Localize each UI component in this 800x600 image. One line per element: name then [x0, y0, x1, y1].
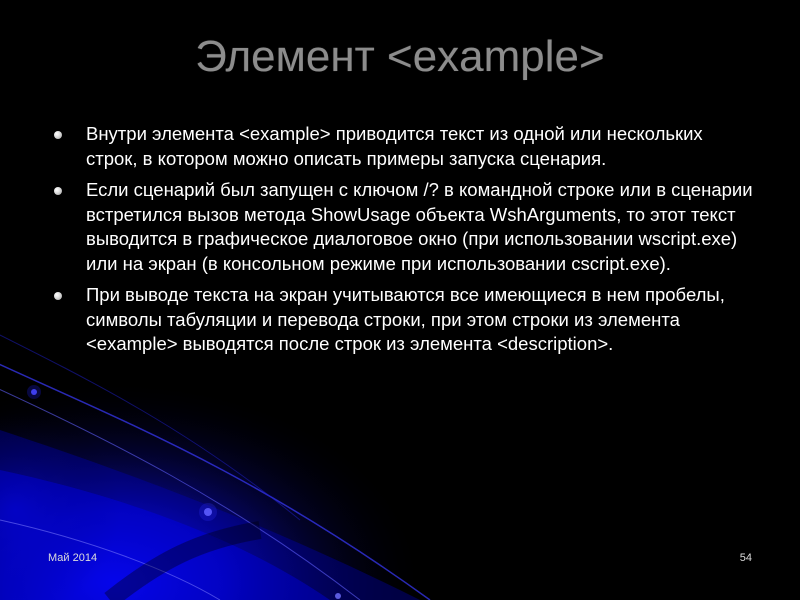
- bullet-text: Если сценарий был запущен с ключом /? в командной строке или в сценарии встретился вызов метода ShowUsage объекта WshArguments, то этот текст выводится в графическое диалоговое окно (при использовании wscript.exe) или на экран (в консольном режиме при использовании cscript.exe).: [86, 179, 753, 274]
- bullet-list: [54, 122, 754, 364]
- bullet-text: При выводе текста на экран учитываются все имеющиеся в нем пробелы, символы табуляции и перевода строки, при этом строки из элемента <example> выводятся после строк из элемента <description>.: [86, 284, 725, 354]
- bullet-item: [54, 178, 754, 276]
- footer-date: Май 2014: [48, 552, 98, 564]
- bullet-item: [54, 122, 754, 171]
- bullet-item: [54, 283, 754, 357]
- bullet-dot-icon: [54, 187, 62, 195]
- bullet-dot-icon: [54, 292, 62, 300]
- bullet-dot-icon: [54, 131, 62, 139]
- slide-title: Элемент <example>: [195, 32, 605, 81]
- page-number: 54: [739, 552, 752, 564]
- bullet-text: Внутри элемента <example> приводится текст из одной или нескольких строк, в котором можно описать примеры запуска сценария.: [86, 123, 703, 169]
